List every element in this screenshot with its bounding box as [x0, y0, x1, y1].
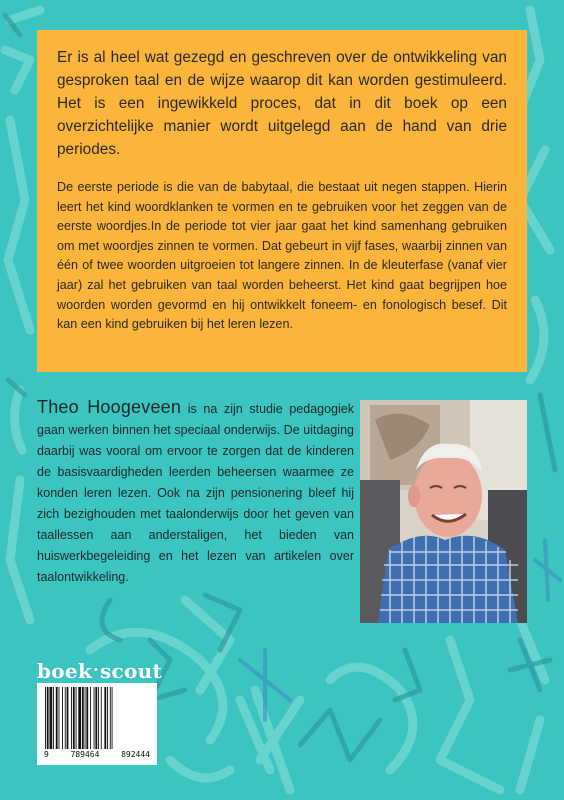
barcode-bar	[78, 687, 81, 749]
barcode-bar	[76, 687, 77, 749]
barcode-bar	[59, 687, 60, 749]
barcode-bar	[90, 687, 91, 749]
barcode-bar	[62, 687, 63, 749]
blurb-box	[37, 30, 527, 372]
author-bio	[37, 397, 354, 588]
publisher-logo-separator: ·	[93, 660, 99, 679]
barcode-bar	[47, 687, 49, 749]
author-name: Theo Hoogeveen	[37, 397, 182, 417]
barcode-bar	[85, 687, 86, 749]
author-bio-text: is na zijn studie pedagogiek gaan werken binnen het speciaal onderwijs. De uitdaging daarbij was vooral om ervoor te zorgen dat de kinderen de basisvaardigheden leerden beheersen waarmee ze konden leren lezen. Ook na zijn pensionering bleef hij zich bezighouden met taalonderwijs door het geven van taallessen aan anderstaligen, het bieden van huiswerkbegeleiding en het lezen van artikelen over taalontwikkeling.	[37, 402, 354, 584]
barcode-bar	[50, 687, 53, 749]
barcode-bar	[45, 687, 46, 749]
publisher-logo	[37, 659, 162, 683]
barcode-bar	[104, 687, 106, 749]
barcode-bar	[112, 687, 113, 749]
barcode-bar	[110, 687, 111, 749]
barcode-bar	[53, 687, 54, 749]
barcode-bar	[56, 687, 58, 749]
barcode-bar	[71, 687, 72, 749]
barcode-bar	[101, 687, 102, 749]
barcode-bar	[94, 687, 95, 749]
publisher-logo-part2: scout	[99, 659, 163, 683]
barcode-group-left: 789464	[70, 750, 100, 759]
publisher-logo-part1: boek	[37, 659, 93, 683]
barcode-bar	[98, 687, 99, 749]
blurb-paragraph-intro: Er is al heel wat gezegd en geschreven over de ontwikkeling van gesproken taal en de wijze waarop dit kan worden gestimuleerd. Het is een ingewikkeld proces, dat in dit boek op een overzichtelijke manier wordt uitgelegd aan de hand van drie periodes.	[57, 49, 507, 158]
barcode-number	[43, 750, 151, 759]
barcode-bar	[73, 687, 75, 749]
isbn-barcode	[37, 683, 157, 765]
author-photo	[360, 400, 527, 623]
barcode-bar	[82, 687, 84, 749]
barcode-bar	[86, 687, 88, 749]
barcode-bar	[107, 687, 108, 749]
barcode-bars	[43, 687, 151, 749]
barcode-bar	[95, 687, 97, 749]
blurb-paragraph-periods: De eerste periode is die van de babytaal, die bestaat uit negen stappen. Hierin leert het kind woordklanken te vormen en te gebruiken voor het zeggen van de eerste woordjes.In de periode tot vier jaar gaat het kind samenhang gebruiken om met woordjes zinnen te vormen. Dat gebeurt in vijf fases, waarbij zinnen van één of twee woorden uitgroeien tot langere zinnen. In de kleuterfase (vanaf vier jaar) zal het gebruiken van taal worden beheerst. Het kind gaat begrijpen hoe woorden worden gevormd en hij ontwikkelt foneem- en fonologisch besef. Dit kan een kind gebruiken bij het leren lezen.	[57, 180, 507, 332]
barcode-digit-first: 9	[44, 750, 49, 759]
barcode-bar	[67, 687, 69, 749]
barcode-group-right: 892444	[121, 750, 150, 759]
barcode-bar	[65, 687, 66, 749]
